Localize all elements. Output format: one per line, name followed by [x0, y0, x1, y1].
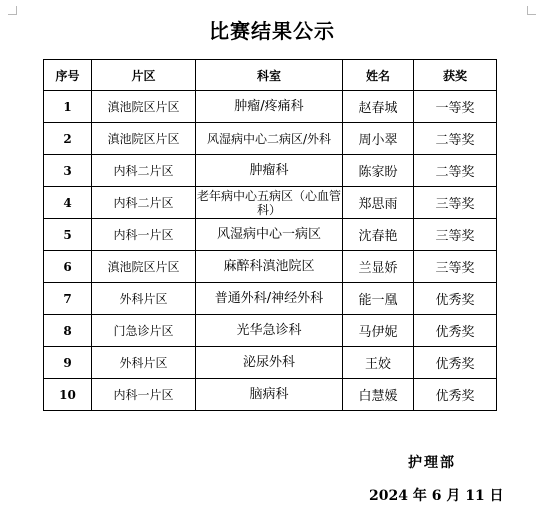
issue-date: 2024 年 6 月 11 日 [369, 488, 504, 504]
cell-number: 1 [44, 91, 92, 123]
header-area: 片区 [92, 60, 196, 91]
cell-number: 6 [44, 251, 92, 283]
cell-award: 一等奖 [414, 91, 497, 123]
table-row [44, 91, 497, 123]
table-row [44, 347, 497, 379]
table-header-row [44, 60, 497, 91]
cell-number: 2 [44, 123, 92, 155]
cell-name: 白慧媛 [343, 379, 414, 411]
cell-number: 10 [44, 379, 92, 411]
header-number: 序号 [44, 60, 92, 91]
cell-department: 风湿病中心二病区/外科 [196, 123, 343, 155]
page-corner-mark-left [8, 6, 17, 15]
cell-name: 马伊妮 [343, 315, 414, 347]
cell-award: 三等奖 [414, 219, 497, 251]
cell-area: 滇池院区片区 [92, 123, 196, 155]
table-row [44, 251, 497, 283]
cell-name: 沈春艳 [343, 219, 414, 251]
cell-number: 8 [44, 315, 92, 347]
table-row [44, 219, 497, 251]
results-table [43, 59, 497, 411]
cell-area: 内科一片区 [92, 379, 196, 411]
cell-name: 郑思雨 [343, 187, 414, 219]
cell-department: 脑病科 [196, 379, 343, 411]
cell-number: 9 [44, 347, 92, 379]
cell-department: 老年病中心五病区（心血管科） [196, 188, 341, 217]
document-title: 比赛结果公示 [209, 19, 335, 43]
cell-department: 肿瘤/疼痛科 [196, 91, 343, 123]
table-row [44, 155, 497, 187]
cell-department: 肿瘤科 [196, 155, 343, 187]
cell-area: 内科二片区 [92, 187, 196, 219]
cell-area: 外科片区 [92, 347, 196, 379]
cell-number: 3 [44, 155, 92, 187]
cell-department: 普通外科/神经外科 [196, 283, 343, 315]
cell-award: 三等奖 [414, 251, 497, 283]
cell-name: 王姣 [343, 347, 414, 379]
cell-area: 门急诊片区 [92, 315, 196, 347]
issuing-department: 护理部 [408, 455, 456, 471]
table-row [44, 187, 497, 219]
cell-award: 优秀奖 [414, 379, 497, 411]
cell-award: 二等奖 [414, 155, 497, 187]
cell-name: 赵春城 [343, 91, 414, 123]
table-row [44, 315, 497, 347]
page-corner-mark-right [527, 6, 536, 15]
cell-name: 兰显娇 [343, 251, 414, 283]
cell-department: 光华急诊科 [196, 315, 343, 347]
cell-area: 内科二片区 [92, 155, 196, 187]
cell-name: 周小翠 [343, 123, 414, 155]
cell-area: 外科片区 [92, 283, 196, 315]
cell-name: 陈家盼 [343, 155, 414, 187]
cell-number: 5 [44, 219, 92, 251]
cell-department: 风湿病中心一病区 [196, 219, 343, 251]
cell-award: 优秀奖 [414, 315, 497, 347]
cell-name: 能一凰 [343, 283, 414, 315]
header-name: 姓名 [343, 60, 414, 91]
cell-area: 滇池院区片区 [92, 251, 196, 283]
cell-area: 内科一片区 [92, 219, 196, 251]
header-department: 科室 [196, 60, 343, 91]
cell-award: 优秀奖 [414, 283, 497, 315]
cell-number: 4 [44, 187, 92, 219]
cell-number: 7 [44, 283, 92, 315]
table-row [44, 379, 497, 411]
header-award: 获奖 [414, 60, 497, 91]
cell-award: 二等奖 [414, 123, 497, 155]
cell-award: 优秀奖 [414, 347, 497, 379]
cell-department: 麻醉科滇池院区 [196, 251, 343, 283]
table-row [44, 123, 497, 155]
cell-department: 泌尿外科 [196, 347, 343, 379]
cell-award: 三等奖 [414, 187, 497, 219]
cell-area: 滇池院区片区 [92, 91, 196, 123]
table-row [44, 283, 497, 315]
